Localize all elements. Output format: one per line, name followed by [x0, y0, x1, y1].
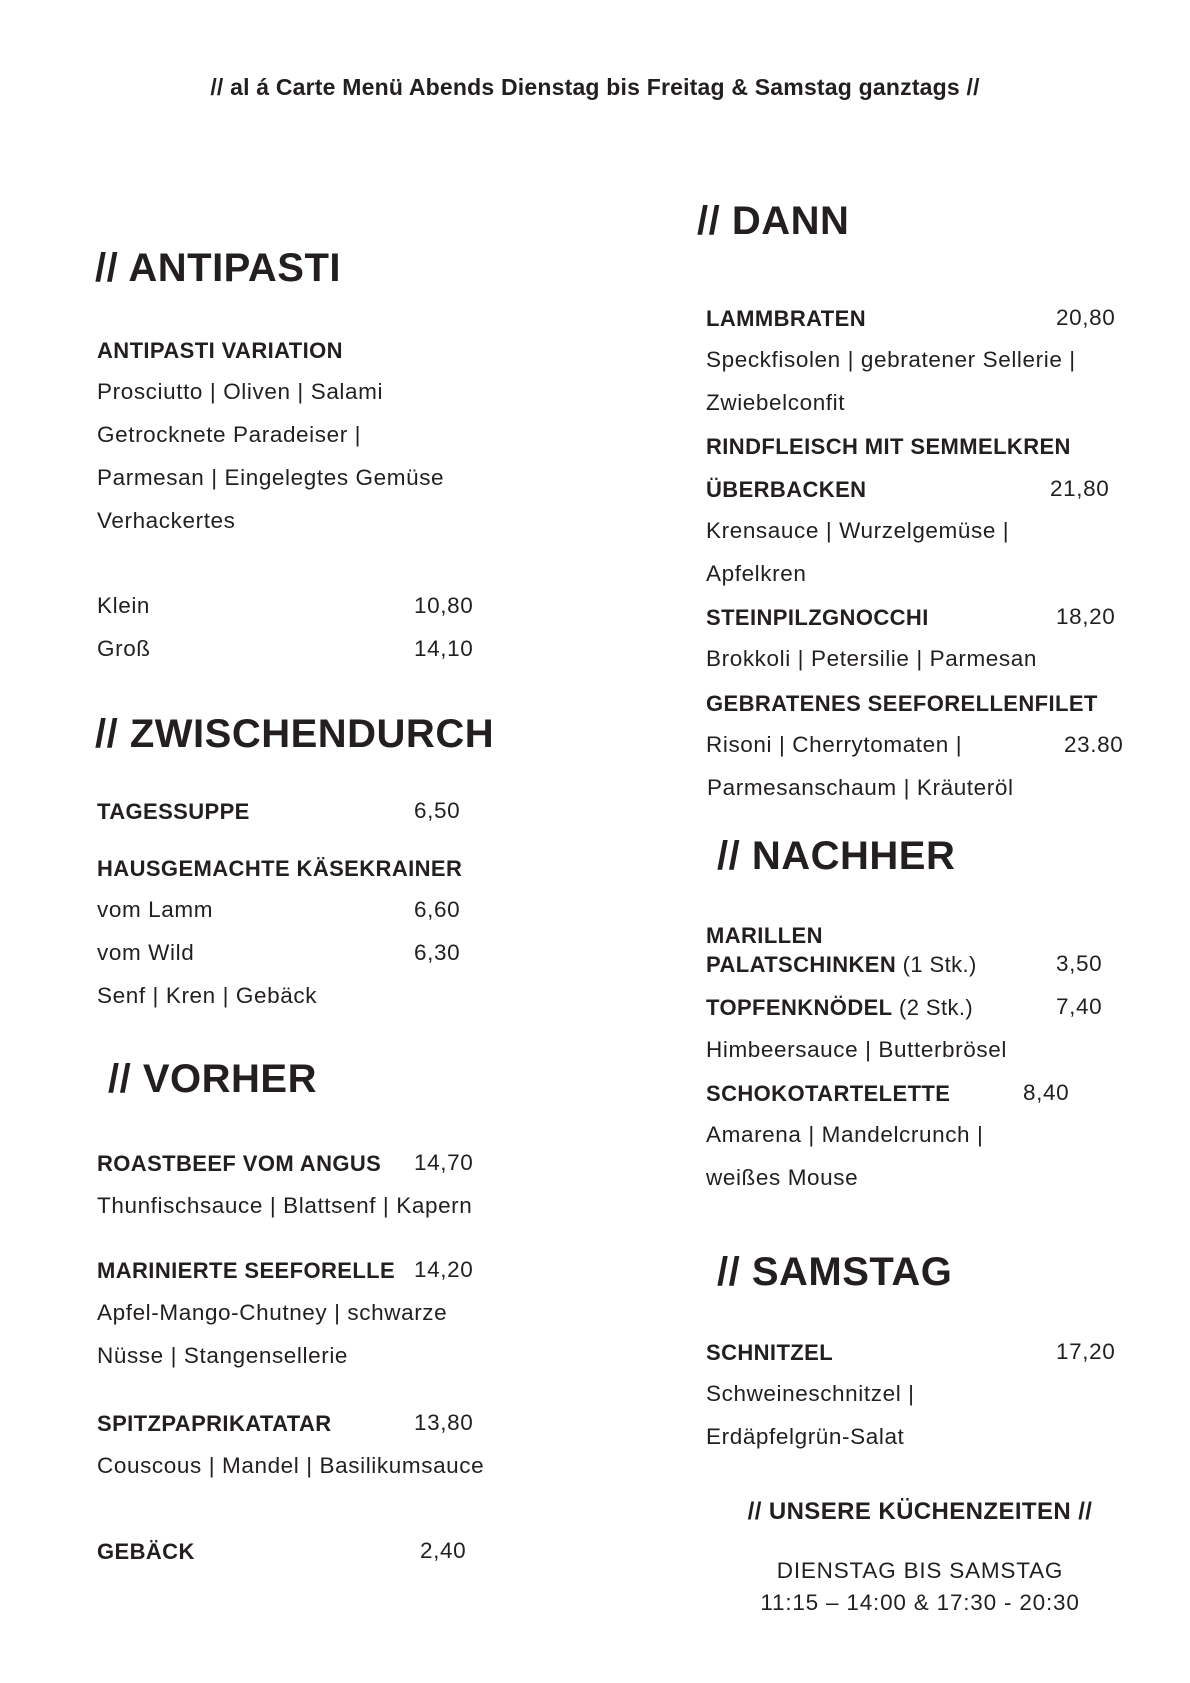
kitchen-hours-times: 11:15 – 14:00 & 17:30 - 20:30 [760, 1590, 1080, 1615]
section-heading-dann: // DANN [697, 199, 850, 243]
item-name-topfenknoedel [706, 995, 973, 1021]
price-wild: 6,30 [414, 940, 461, 965]
item-name-palatschinken [706, 952, 977, 978]
palatschinken-name: PALATSCHINKEN [706, 952, 897, 977]
item-name-kaesekrainer: HAUSGEMACHTE KÄSEKRAINER [97, 856, 463, 881]
size-label-klein: Klein [97, 593, 151, 618]
item-desc: Apfelkren [706, 561, 807, 586]
price-steinpilzgnocchi: 18,20 [1056, 604, 1116, 629]
item-desc: Couscous | Mandel | Basilikumsauce [97, 1453, 485, 1478]
item-desc: Himbeersauce | Butterbrösel [706, 1037, 1007, 1062]
item-desc: Amarena | Mandelcrunch | [706, 1122, 984, 1147]
item-desc: Getrocknete Paradeiser | [97, 422, 362, 447]
item-desc: Verhackertes [97, 508, 236, 533]
price-roastbeef: 14,70 [414, 1150, 474, 1175]
price-schnitzel: 17,20 [1056, 1339, 1116, 1364]
price-tagessuppe: 6,50 [414, 798, 461, 823]
price-schokotartelette: 8,40 [1023, 1080, 1070, 1105]
price-palatschinken: 3,50 [1056, 951, 1103, 976]
item-name-seeforellenfilet: GEBRATENES SEEFORELLENFILET [706, 691, 1098, 716]
item-name-roastbeef: ROASTBEEF VOM ANGUS [97, 1151, 382, 1176]
price-gross: 14,10 [414, 636, 474, 661]
kitchen-hours-title: // UNSERE KÜCHENZEITEN // [747, 1498, 1093, 1525]
item-name-lammbraten: LAMMBRATEN [706, 306, 867, 331]
item-name-marillen: MARILLEN [706, 923, 823, 948]
item-name-rindfleisch: RINDFLEISCH MIT SEMMELKREN [706, 434, 1071, 459]
price-rindfleisch: 21,80 [1050, 476, 1110, 501]
section-heading-antipasti: // ANTIPASTI [95, 246, 341, 290]
item-desc: Nüsse | Stangensellerie [97, 1343, 349, 1368]
item-desc: Apfel-Mango-Chutney | schwarze [97, 1300, 448, 1325]
item-desc: weißes Mouse [706, 1165, 859, 1190]
item-desc: Thunfischsauce | Blattsenf | Kapern [97, 1193, 473, 1218]
item-name-antipasti-variation: ANTIPASTI VARIATION [97, 338, 343, 363]
item-desc: Zwiebelconfit [706, 390, 846, 415]
price-topfenknoedel: 7,40 [1056, 994, 1103, 1019]
item-name-spitzpaprikatatar: SPITZPAPRIKATATAR [97, 1411, 332, 1436]
price-lammbraten: 20,80 [1056, 305, 1116, 330]
item-desc: Parmesanschaum | Kräuteröl [707, 775, 1014, 800]
topfenknoedel-name: TOPFENKNÖDEL [706, 995, 893, 1020]
price-klein: 10,80 [414, 593, 474, 618]
item-desc: Schweineschnitzel | [706, 1381, 915, 1406]
item-desc: Brokkoli | Petersilie | Parmesan [706, 646, 1038, 671]
menu-title: // al á Carte Menü Abends Dienstag bis Freitag & Samstag ganztags // [210, 74, 980, 100]
section-heading-zwischendurch: // ZWISCHENDURCH [95, 712, 495, 756]
section-heading-vorher: // VORHER [108, 1057, 317, 1101]
item-name-gebaeck: GEBÄCK [97, 1539, 195, 1564]
item-desc: Prosciutto | Oliven | Salami [97, 379, 384, 404]
item-desc: Speckfisolen | gebratener Sellerie | [706, 347, 1076, 372]
item-name-steinpilzgnocchi: STEINPILZGNOCCHI [706, 605, 929, 630]
variant-label-lamm: vom Lamm [97, 897, 214, 922]
variant-label-wild: vom Wild [97, 940, 195, 965]
item-name-seeforelle: MARINIERTE SEEFORELLE [97, 1258, 396, 1283]
palatschinken-note: (1 Stk.) [896, 952, 977, 977]
item-desc: Parmesan | Eingelegtes Gemüse [97, 465, 445, 490]
item-desc: Senf | Kren | Gebäck [97, 983, 318, 1008]
price-lamm: 6,60 [414, 897, 461, 922]
price-seeforellenfilet: 23.80 [1064, 732, 1124, 757]
item-name-schnitzel: SCHNITZEL [706, 1340, 834, 1365]
topfenknoedel-note: (2 Stk.) [892, 995, 974, 1020]
price-seeforelle: 14,20 [414, 1257, 474, 1282]
item-desc: Erdäpfelgrün-Salat [706, 1424, 905, 1449]
section-heading-samstag: // SAMSTAG [717, 1250, 953, 1294]
item-desc: Risoni | Cherrytomaten | [706, 732, 963, 757]
item-name-rindfleisch-line-2: ÜBERBACKEN [706, 477, 867, 502]
item-desc: Krensauce | Wurzelgemüse | [706, 518, 1010, 543]
size-label-gross: Groß [97, 636, 151, 661]
section-heading-nachher: // NACHHER [717, 834, 956, 878]
price-gebaeck: 2,40 [420, 1538, 467, 1563]
kitchen-hours-days: DIENSTAG BIS SAMSTAG [776, 1558, 1064, 1583]
item-name-tagessuppe: TAGESSUPPE [97, 799, 250, 824]
price-spitzpaprikatatar: 13,80 [414, 1410, 474, 1435]
item-name-schokotartelette: SCHOKOTARTELETTE [706, 1081, 951, 1106]
